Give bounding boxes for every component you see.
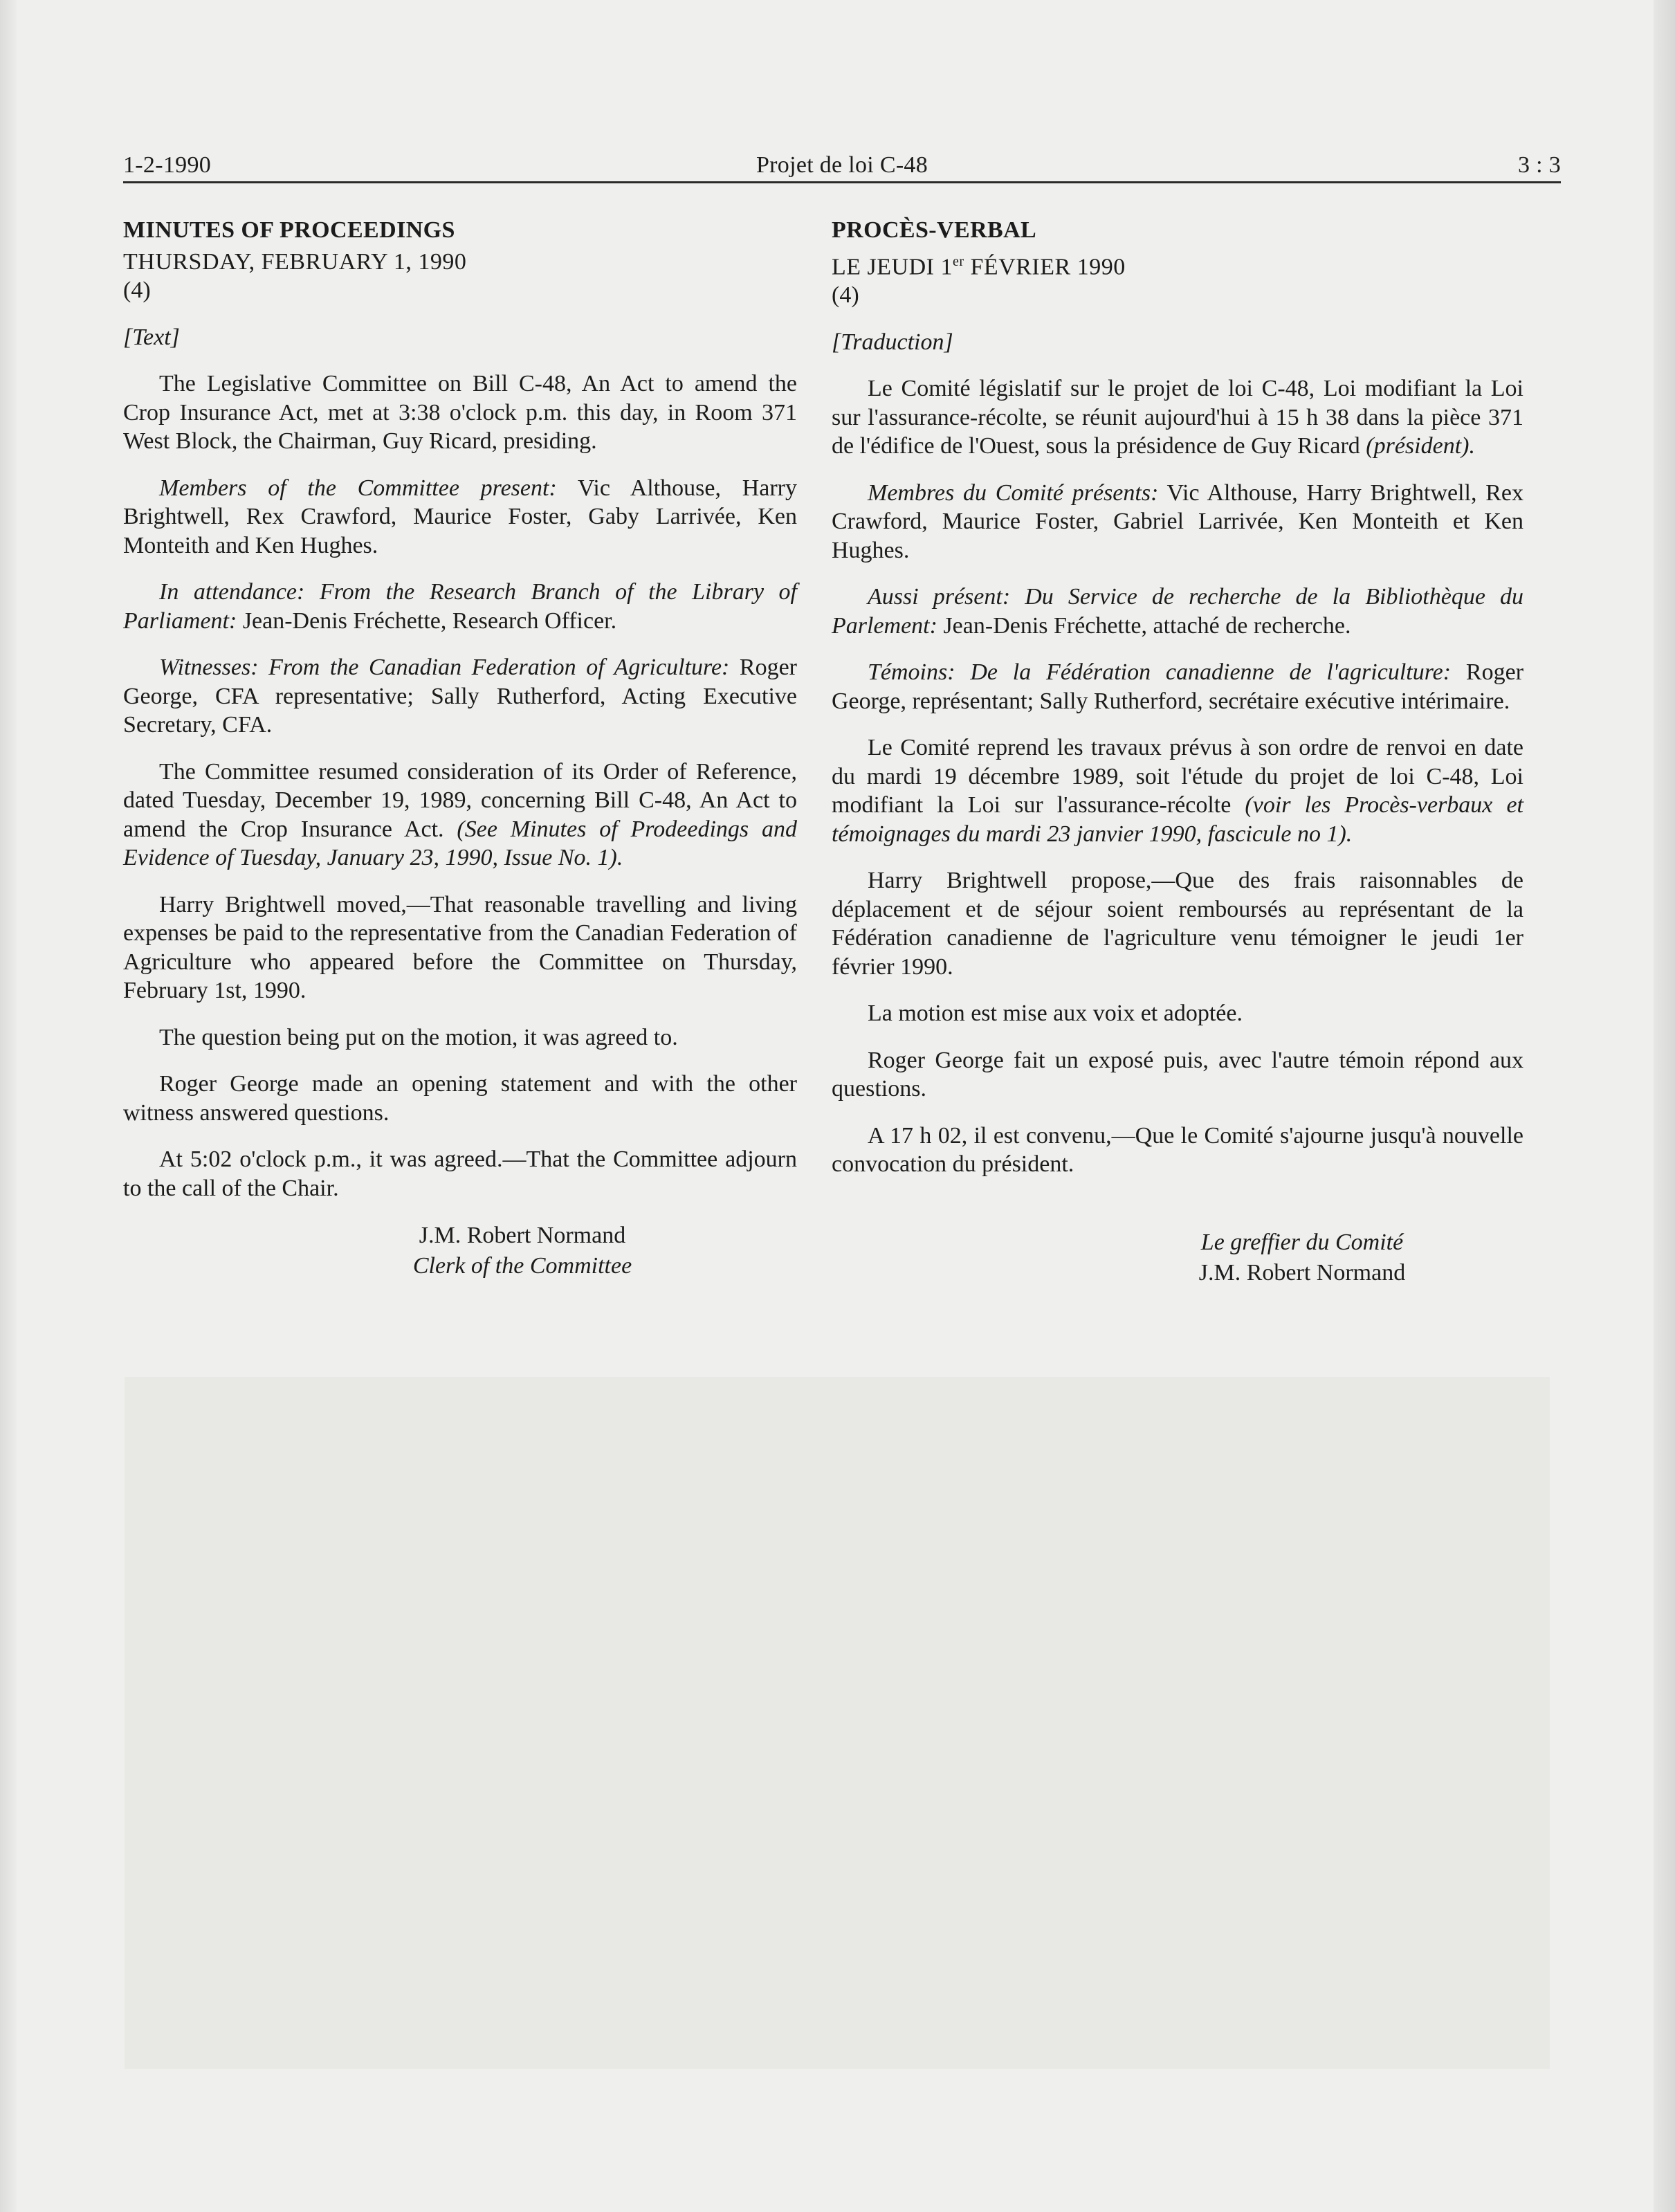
french-attendance-label: Aussi présent: Du Service de recherche de la Bibliothèque du Parlement: (832, 584, 1523, 639)
french-members-list: Vic Althouse, Harry Brightwell, Rex Crawford, Maurice Foster, Gabriel Larrivée, Ken Monteith et Ken Hughes. (832, 479, 1523, 563)
french-column (832, 216, 1523, 1288)
english-witnesses-label: Witnesses: From the Canadian Federation of Agriculture: (159, 655, 730, 680)
english-column (123, 216, 797, 1281)
english-witnesses-paragraph (123, 653, 797, 740)
header-rule (123, 181, 1561, 183)
french-text-tag: [Traduction] (832, 329, 953, 355)
english-members-paragraph (123, 474, 797, 560)
header-title: Projet de loi C-48 (756, 152, 928, 178)
french-witnesses-paragraph (832, 658, 1523, 715)
french-opening-text: Le Comité législatif sur le projet de loi C-48, Loi modifiant la Loi sur l'assurance-récolte, se réunit aujourd'hui à 15 h 38 dans la pièce 371 de l'édifice de l'Ouest, sous la présidence de Guy Ricard (832, 376, 1523, 459)
french-adjournment-paragraph: A 17 h 02, il est convenu,—Que le Comité s'ajourne jusqu'à nouvelle convocation du président. (832, 1122, 1523, 1178)
french-members-paragraph (832, 479, 1523, 565)
french-signature-title: Le greffier du Comité (1200, 1229, 1404, 1255)
header-page-number: 3 : 3 (1518, 152, 1561, 178)
english-attendance-label: In attendance: From the Research Branch of the Library of Parliament: (123, 579, 797, 634)
french-resumed-reference: (voir les Procès-verbaux et témoignages du mardi 23 janvier 1990, fascicule no 1). (832, 792, 1523, 847)
french-witnesses-list: Roger George, représentant; Sally Rutherford, secrétaire exécutive intérimaire. (832, 659, 1524, 714)
english-attendance-paragraph (123, 578, 797, 635)
english-witnesses-list: Roger George, CFA representative; Sally Rutherford, Acting Executive Secretary, CFA. (123, 655, 797, 738)
french-motion-paragraph: Harry Brightwell propose,—Que des frais raisonnables de déplacement et de séjour soient remboursés au représentant de la Fédération canadienne de l'agriculture venu témoigner le jeudi 1er février 1990. (832, 868, 1523, 980)
french-date-superscript: er (952, 253, 964, 269)
english-signature-block (123, 1221, 797, 1281)
french-date (832, 248, 1523, 282)
french-resumed-text: Le Comité reprend les travaux prévus à son ordre de renvoi en date du mardi 19 décembre 1989, soit l'étude du projet de loi C-48, Loi modifiant la Loi sur l'assurance-récolte (832, 735, 1523, 819)
french-attendance-paragraph (832, 583, 1523, 640)
english-date: THURSDAY, FEBRUARY 1, 1990 (123, 248, 467, 275)
french-resumed-paragraph (832, 733, 1523, 848)
english-signature-name: J.M. Robert Normand (419, 1223, 626, 1248)
english-resumed-paragraph (123, 758, 797, 872)
french-signature-block (832, 1227, 1523, 1288)
french-date-day: LE JEUDI 1 (832, 253, 953, 280)
french-opening-paragraph (832, 374, 1523, 461)
show-through-texture (125, 1377, 1550, 2069)
english-witness-statement-paragraph: Roger George made an opening statement and with the other witness answered questions. (123, 1071, 797, 1126)
french-signature-name: J.M. Robert Normand (1198, 1259, 1406, 1286)
french-witnesses-label: Témoins: De la Fédération canadienne de l'agriculture: (868, 659, 1452, 686)
french-witness-statement-paragraph: Roger George fait un exposé puis, avec l'autre témoin répond aux questions. (832, 1047, 1523, 1102)
english-signature-title: Clerk of the Committee (412, 1253, 632, 1279)
french-heading: PROCÈS-VERBAL (832, 217, 1037, 243)
french-attendance-list: Jean-Denis Fréchette, attaché de recherche. (943, 612, 1351, 639)
english-resumed-reference: (See Minutes of Prodeedings and Evidence of Tuesday, January 23, 1990, Issue No. 1). (123, 816, 797, 870)
english-members-label: Members of the Committee present: (159, 475, 557, 501)
english-question-paragraph: The question being put on the motion, it was agreed to. (159, 1024, 678, 1050)
french-chair-role: (président). (1366, 433, 1475, 459)
english-members-list: Vic Althouse, Harry Brightwell, Rex Crawford, Maurice Foster, Gaby Larrivée, Ken Monteith and Ken Hughes. (123, 475, 797, 558)
french-date-month-year: FÉVRIER 1990 (964, 253, 1126, 280)
english-attendance-list: Jean-Denis Fréchette, Research Officer. (242, 607, 617, 634)
english-heading: MINUTES OF PROCEEDINGS (123, 217, 455, 243)
header-date: 1-2-1990 (123, 152, 212, 178)
french-members-label: Membres du Comité présents: (868, 479, 1159, 506)
english-text-tag: [Text] (123, 324, 180, 350)
english-opening-paragraph: The Legislative Committee on Bill C-48, An Act to amend the Crop Insurance Act, met at 3:38 o'clock p.m. this day, in Room 371 West Block, the Chairman, Guy Ricard, presiding. (123, 371, 797, 454)
english-motion-paragraph: Harry Brightwell moved,—That reasonable travelling and living expenses be paid to the representative from the Canadian Federation of Agriculture who appeared before the Committee on Thursday, February 1st, 1990. (123, 891, 797, 1003)
page-header (123, 152, 1561, 180)
english-adjournment-paragraph: At 5:02 o'clock p.m., it was agreed.—That the Committee adjourn to the call of the Chair. (123, 1146, 797, 1201)
french-issue-number: (4) (832, 282, 859, 309)
english-issue-number: (4) (123, 277, 151, 303)
english-resumed-text: The Committee resumed consideration of its Order of Reference, dated Tuesday, December 19, 1989, concerning Bill C-48, An Act to amend the Crop Insurance Act. (123, 758, 797, 842)
french-question-paragraph: La motion est mise aux voix et adoptée. (868, 1000, 1243, 1027)
